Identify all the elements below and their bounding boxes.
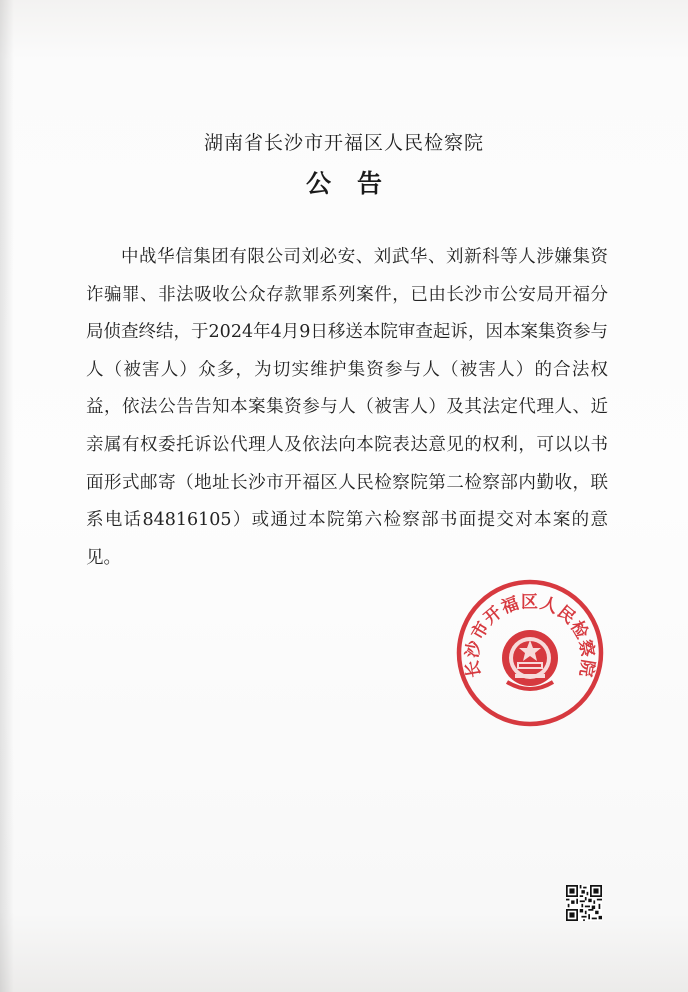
organization-title: 湖南省长沙市开福区人民检察院 <box>203 132 484 154</box>
seal-text: 长沙市开福区人民检察院 <box>462 592 598 680</box>
official-seal-icon <box>455 578 605 728</box>
qr-code-icon <box>566 885 602 921</box>
document-title: 公告 <box>305 169 408 198</box>
notice-body: 中战华信集团有限公司刘必安、刘武华、刘新科等人涉嫌集资诈骗罪、非法吸收公众存款罪系列案件，已由长沙市公安局开福分局侦查终结，于2024年4月9日移送本院审查起诉，因本案集资参与人（被害人）众多，为切实维护集资参与人（被害人）的合法权益，依法公告告知本案集资参与人（被害人）及其法定代理人、近亲属有权委托诉讼代理人及依法向本院表达意见的权利，可以以书面形式邮寄（地址长沙市开福区人民检察院第二检察部内勤收，联系电话84816105）或通过本院第六检察部书面提交对本案的意见。 <box>86 247 608 568</box>
